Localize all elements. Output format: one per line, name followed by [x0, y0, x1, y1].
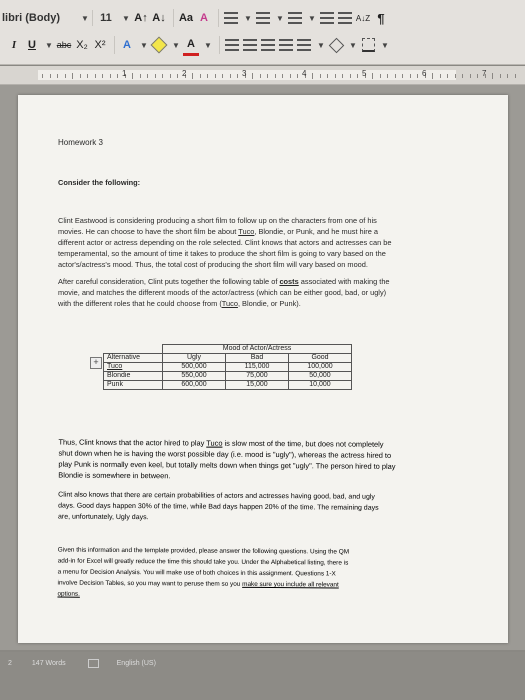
table-cell: 115,000 [226, 363, 289, 372]
shrink-font-button[interactable]: A↓ [152, 12, 166, 24]
ruler-tick [140, 74, 141, 78]
table-cell: 50,000 [289, 372, 352, 381]
ruler-tick [222, 74, 223, 78]
ruler-tick [57, 74, 58, 78]
paragraph-line: a menu for Decision Analysis. You will make use of both choices in this assignment. Questions 1-X [57, 568, 336, 578]
ruler-tick [252, 73, 253, 79]
borders-icon [362, 38, 375, 52]
multilevel-dropdown-icon[interactable]: ▼ [308, 13, 316, 23]
table-move-handle-icon[interactable]: + [90, 357, 102, 369]
row-label: Punk [104, 381, 163, 390]
paragraph-line: movie, and matches the different moods of the actor/actress (which can be either good, bad, or ugly) [58, 288, 387, 297]
ruler-tick [380, 74, 381, 78]
sort-button[interactable]: A↓Z [355, 13, 371, 23]
ruler-number: 2 [182, 69, 187, 78]
paint-bucket-icon [328, 37, 344, 53]
ruler-tick [357, 74, 358, 78]
paragraph-line: shut down when he is having the worst possible day (i.e. mood is "ugly"), whereas the actress hired to [58, 448, 392, 460]
consider-label: Consider the following: [58, 178, 141, 187]
ruler-tick [147, 74, 148, 78]
ribbon-row-font [0, 6, 391, 30]
ruler-tick [72, 73, 73, 79]
superscript-button[interactable]: X² [94, 39, 106, 51]
ruler-tick [515, 74, 516, 78]
font-size-dropdown-icon[interactable]: ▼ [122, 13, 130, 23]
underline-button[interactable]: U [28, 39, 36, 51]
table-cell: 15,000 [226, 381, 289, 390]
ruler-tick [500, 74, 501, 78]
change-case-button[interactable]: Aa [178, 12, 194, 24]
numbering-button[interactable] [255, 9, 271, 27]
ruler-tick [80, 74, 81, 78]
ruler-tick [260, 74, 261, 78]
horizontal-ruler[interactable] [0, 66, 525, 85]
ruler-tick [200, 74, 201, 78]
ruler-tick [372, 73, 373, 79]
paragraph-line: Clint Eastwood is considering producing a short film to follow up on the characters from one of his [58, 216, 377, 225]
ruler-tick [395, 74, 396, 78]
column-header: Bad [226, 354, 289, 363]
ruler-tick [282, 74, 283, 78]
language-indicator[interactable]: English (US) [116, 659, 156, 667]
table-cell: 100,000 [289, 363, 352, 372]
ruler-tick [387, 74, 388, 78]
ruler-tick [170, 74, 171, 78]
borders-button[interactable] [360, 36, 376, 54]
table-header-row [104, 345, 352, 354]
paragraph-line: play Punk is normally even keel, but totally melts down when things get "ugly". The person hired to play [58, 459, 396, 471]
paragraph-line: After careful consideration, Clint puts together the following table of costs associated with making the [58, 277, 390, 286]
multilevel-list-button[interactable] [287, 9, 303, 27]
paragraph-line: add-in for Excel will greatly reduce the time this should take you. Under the Alphabetical listing, there is [57, 557, 349, 567]
ruler-number: 6 [422, 69, 427, 78]
ruler-tick [312, 73, 313, 79]
ruler-tick [327, 74, 328, 78]
table-row [104, 381, 352, 390]
ruler-tick [477, 74, 478, 78]
paragraph-line: Blondie is somewhere in between. [58, 470, 171, 481]
highlight-button[interactable] [151, 36, 167, 54]
ruler-number: 4 [302, 69, 307, 78]
lower-text-block [57, 437, 478, 603]
table-row [104, 372, 352, 381]
formatting-ribbon [0, 0, 525, 65]
column-header: Ugly [163, 354, 226, 363]
ruler-tick [290, 74, 291, 78]
ruler-tick [455, 74, 456, 78]
ruler-tick [410, 74, 411, 78]
ruler-tick [65, 74, 66, 78]
paragraph-line: movies. He can choose to have the short film be about Tuco, Blondie, or Punk, and he must hire a [58, 227, 379, 236]
tuco-link: Tuco [221, 299, 238, 308]
ruler-tick [470, 74, 471, 78]
column-header: Good [289, 354, 352, 363]
decrease-indent-button[interactable] [319, 9, 335, 27]
subscript-button[interactable]: X₂ [76, 39, 88, 51]
page-indicator[interactable]: 2 [8, 659, 12, 667]
paragraph-line: temperamental, so the amount of time it takes to produce the short film is going to vary based on the [58, 249, 386, 258]
ruler-tick [95, 74, 96, 78]
ruler-tick [237, 74, 238, 78]
ruler-tick [507, 74, 508, 78]
italic-button[interactable]: I [11, 39, 17, 51]
line-spacing-dropdown-icon[interactable]: ▼ [317, 40, 325, 50]
tuco-link: Tuco [206, 438, 223, 448]
font-color-dropdown-icon[interactable]: ▼ [204, 40, 212, 50]
paragraph-line: different actor or actress depending on the role selected. Clint knows that actors and actresses can be [58, 238, 392, 247]
costs-emphasis: costs [279, 277, 299, 286]
ruler-tick [297, 74, 298, 78]
font-name-dropdown-icon[interactable]: ▼ [81, 13, 89, 23]
shading-button[interactable] [328, 36, 344, 54]
ruler-tick [132, 73, 133, 79]
mood-header: Mood of Actor/Actress [163, 345, 352, 354]
row-label: Tuco [104, 363, 163, 372]
increase-indent-button[interactable] [337, 9, 353, 27]
table-cell: 10,000 [289, 381, 352, 390]
increase-indent-icon [338, 12, 352, 24]
ruler-tick [402, 74, 403, 78]
ruler-tick [432, 73, 433, 79]
borders-dropdown-icon[interactable]: ▼ [381, 40, 389, 50]
numbering-dropdown-icon[interactable]: ▼ [276, 13, 284, 23]
proofing-icon[interactable] [88, 659, 99, 668]
clear-formatting-button[interactable]: A [200, 12, 208, 24]
ruler-tick [267, 74, 268, 78]
decrease-indent-icon [320, 12, 334, 24]
ruler-tick [177, 74, 178, 78]
table-row [104, 363, 352, 372]
underline-dropdown-icon[interactable]: ▼ [45, 40, 53, 50]
bullets-button[interactable] [223, 9, 239, 27]
line-spacing-button[interactable] [296, 36, 312, 54]
ruler-tick [192, 73, 193, 79]
paragraph-line: actor's/actress's mood. Thus, the total cost of producing the short film will vary based on mood. [58, 260, 368, 269]
ruler-tick [447, 74, 448, 78]
cost-table [103, 344, 352, 390]
ruler-tick [110, 74, 111, 78]
show-formatting-button[interactable]: ¶ [377, 10, 385, 26]
paragraph-line: Given this information and the template provided, please answer the following questions. Using the QM [57, 546, 350, 556]
font-name-box[interactable]: libri (Body) [2, 12, 61, 24]
status-bar [0, 652, 525, 700]
align-right-button[interactable] [260, 36, 276, 54]
ruler-tick [462, 74, 463, 78]
ruler-tick [417, 74, 418, 78]
paragraph-line: options. [57, 590, 80, 598]
divider [114, 36, 115, 54]
highlight-dropdown-icon[interactable]: ▼ [172, 40, 180, 50]
paragraph-line: Clint also knows that there are certain probabilities of actors and actresses having good, bad, and ugly [58, 491, 375, 501]
paragraph-line: days. Good days happen 30% of the time, while Bad days happen 20% of the time. The remaining days [58, 502, 379, 512]
align-left-button[interactable] [224, 36, 240, 54]
text-effects-button[interactable]: A [123, 39, 131, 51]
font-color-button[interactable]: A [183, 35, 199, 56]
ruler-number: 5 [362, 69, 367, 78]
ruler-tick [492, 73, 493, 79]
ruler-tick [162, 74, 163, 78]
table-cell: 550,000 [163, 372, 226, 381]
text-effects-dropdown-icon[interactable]: ▼ [140, 40, 148, 50]
ruler-number: 3 [242, 69, 247, 78]
ruler-number: 7 [482, 69, 487, 78]
multilevel-list-icon [288, 12, 302, 24]
ruler-number: 1 [122, 69, 127, 78]
paragraph-line: are, unfortunately, Ugly days. [57, 513, 149, 522]
paragraph-line: Thus, Clint knows that the actor hired to play Tuco is slow most of the time, but does not completely [58, 437, 384, 449]
ruler-tick [342, 74, 343, 78]
ruler-tick [87, 74, 88, 78]
row-label: Blondie [104, 372, 163, 381]
ruler-tick [102, 74, 103, 78]
table-cell: 600,000 [163, 381, 226, 390]
highlighter-icon [151, 37, 168, 54]
tuco-link: Tuco [238, 227, 255, 236]
line-spacing-icon [297, 39, 311, 51]
shading-dropdown-icon[interactable]: ▼ [349, 40, 357, 50]
divider [219, 36, 220, 54]
align-right-icon [261, 39, 275, 51]
divider [173, 9, 174, 27]
ruler-tick [117, 74, 118, 78]
relevant-options-link: make sure you include all relevant [242, 580, 339, 589]
bullets-dropdown-icon[interactable]: ▼ [244, 13, 252, 23]
ribbon-row-style [0, 33, 392, 57]
ruler-tick [275, 74, 276, 78]
document-heading: Homework 3 [58, 138, 103, 147]
align-left-icon [225, 39, 239, 51]
align-center-icon [243, 39, 257, 51]
ruler-tick [440, 74, 441, 78]
justify-button[interactable] [278, 36, 294, 54]
bullets-icon [224, 12, 238, 24]
ruler-tick [50, 74, 51, 78]
numbering-icon [256, 12, 270, 24]
status-row [0, 656, 525, 670]
word-count[interactable]: 147 Words [31, 659, 66, 667]
strikethrough-button[interactable]: abc [56, 40, 72, 50]
grow-font-button[interactable]: A↑ [134, 12, 148, 24]
ruler-tick [42, 74, 43, 78]
table-cell: 75,000 [226, 372, 289, 381]
ruler-text-area [38, 70, 456, 80]
ruler-tick [320, 74, 321, 78]
table-cell: 500,000 [163, 363, 226, 372]
ruler-tick [155, 74, 156, 78]
align-center-button[interactable] [242, 36, 258, 54]
paragraph-line: with the different roles that he could choose from (Tuco, Blondie, or Punk). [58, 299, 301, 308]
ruler-tick [215, 74, 216, 78]
ruler-tick [207, 74, 208, 78]
ruler-tick [335, 74, 336, 78]
table-column-row [104, 354, 352, 363]
paragraph-line: involve Decision Tables, so you may want to peruse them so you make sure you include all relevant [57, 579, 339, 589]
ruler-tick [230, 74, 231, 78]
justify-icon [279, 39, 293, 51]
alternative-header: Alternative [104, 354, 163, 363]
ruler-tick [350, 74, 351, 78]
divider [218, 9, 219, 27]
font-size-box[interactable]: 11 [92, 10, 119, 26]
